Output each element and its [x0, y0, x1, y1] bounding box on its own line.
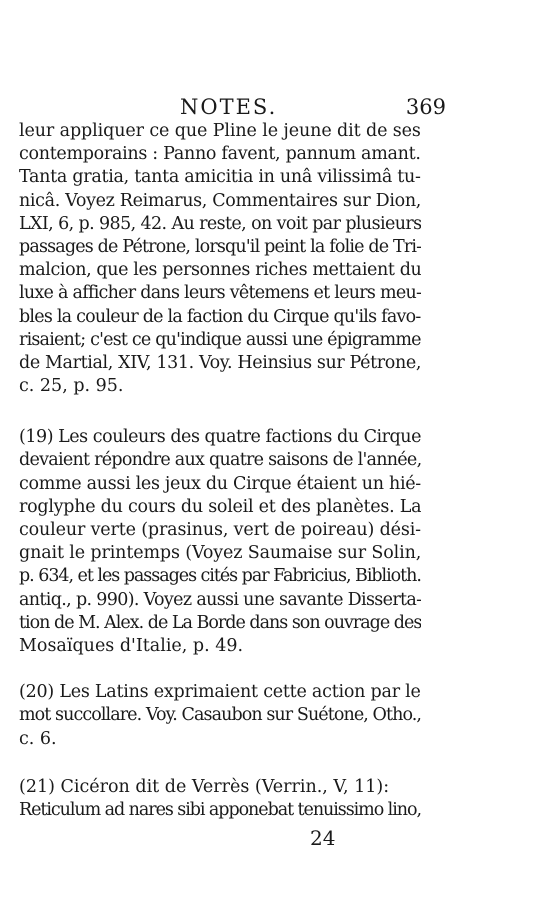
text-line: bles la couleur de la faction du Cirque qu'ils favo- — [19, 306, 421, 327]
note-20 — [19, 681, 421, 751]
text-line: risaient; c'est ce qu'indique aussi une épigramme — [19, 329, 421, 350]
text-line: Mosaïques d'Italie, p. 49. — [19, 635, 244, 656]
text-line: gnait le printemps (Voyez Saumaise sur Solin, — [19, 543, 421, 564]
paragraph-gap — [19, 658, 421, 681]
paragraph-gap — [19, 751, 421, 776]
text-line: LXI, 6, p. 985, 42. Au reste, on voit par plusieurs — [19, 213, 421, 234]
text-line: antiq., p. 990). Voyez aussi une savante Disserta- — [19, 589, 421, 610]
text-line: nicâ. Voyez Reimarus, Commentaires sur Dion, — [19, 190, 421, 211]
page-number: 369 — [405, 95, 446, 119]
text-line: luxe à afficher dans leurs vêtemens et leurs meu- — [19, 283, 421, 304]
paragraph-gap — [19, 398, 421, 426]
text-line: passages de Pétrone, lorsqu'il peint la folie de Tri- — [19, 236, 421, 257]
text-line: de Martial, XIV, 131. Voy. Heinsius sur Pétrone, — [19, 352, 421, 373]
text-line: malcion, que les personnes riches mettaient du — [19, 260, 421, 281]
signature-mark: 24 — [310, 826, 336, 850]
text-line: (21) Cicéron dit de Verrès (Verrin., V, 11): — [19, 776, 390, 797]
text-line: (20) Les Latins exprimaient cette action par le — [19, 682, 421, 703]
note-21 — [19, 776, 421, 822]
text-line: c. 6. — [19, 728, 57, 749]
text-line: roglyphe du cours du soleil et des planètes. La — [19, 496, 421, 517]
notes-text — [19, 120, 421, 822]
text-line: (19) Les couleurs des quatre factions du Cirque — [19, 427, 421, 448]
text-line: devaient répondre aux quatre saisons de l'année, — [19, 450, 421, 471]
text-line: contemporains : Panno favent, pannum amant. — [19, 144, 421, 165]
text-line: p. 634, et les passages cités par Fabricius, Biblioth. — [19, 566, 421, 587]
text-line: tion de M. Alex. de La Borde dans son ouvrage des — [19, 612, 421, 633]
running-head: NOTES. — [180, 95, 278, 119]
note-continuation — [19, 120, 421, 398]
text-line: comme aussi les jeux du Cirque étaient un hié- — [19, 473, 421, 494]
text-line: Tanta gratia, tanta amicitia in unâ vilissimâ tu- — [19, 167, 421, 188]
text-line: c. 25, p. 95. — [19, 376, 124, 397]
text-line: Reticulum ad nares sibi apponebat tenuissimo lino, — [19, 799, 421, 820]
text-line: mot succollare. Voy. Casaubon sur Suétone, Otho., — [19, 705, 421, 726]
text-line: leur appliquer ce que Pline le jeune dit de ses — [19, 121, 421, 141]
text-line: couleur verte (prasinus, vert de poireau) dési- — [19, 520, 421, 540]
note-19 — [19, 426, 421, 658]
